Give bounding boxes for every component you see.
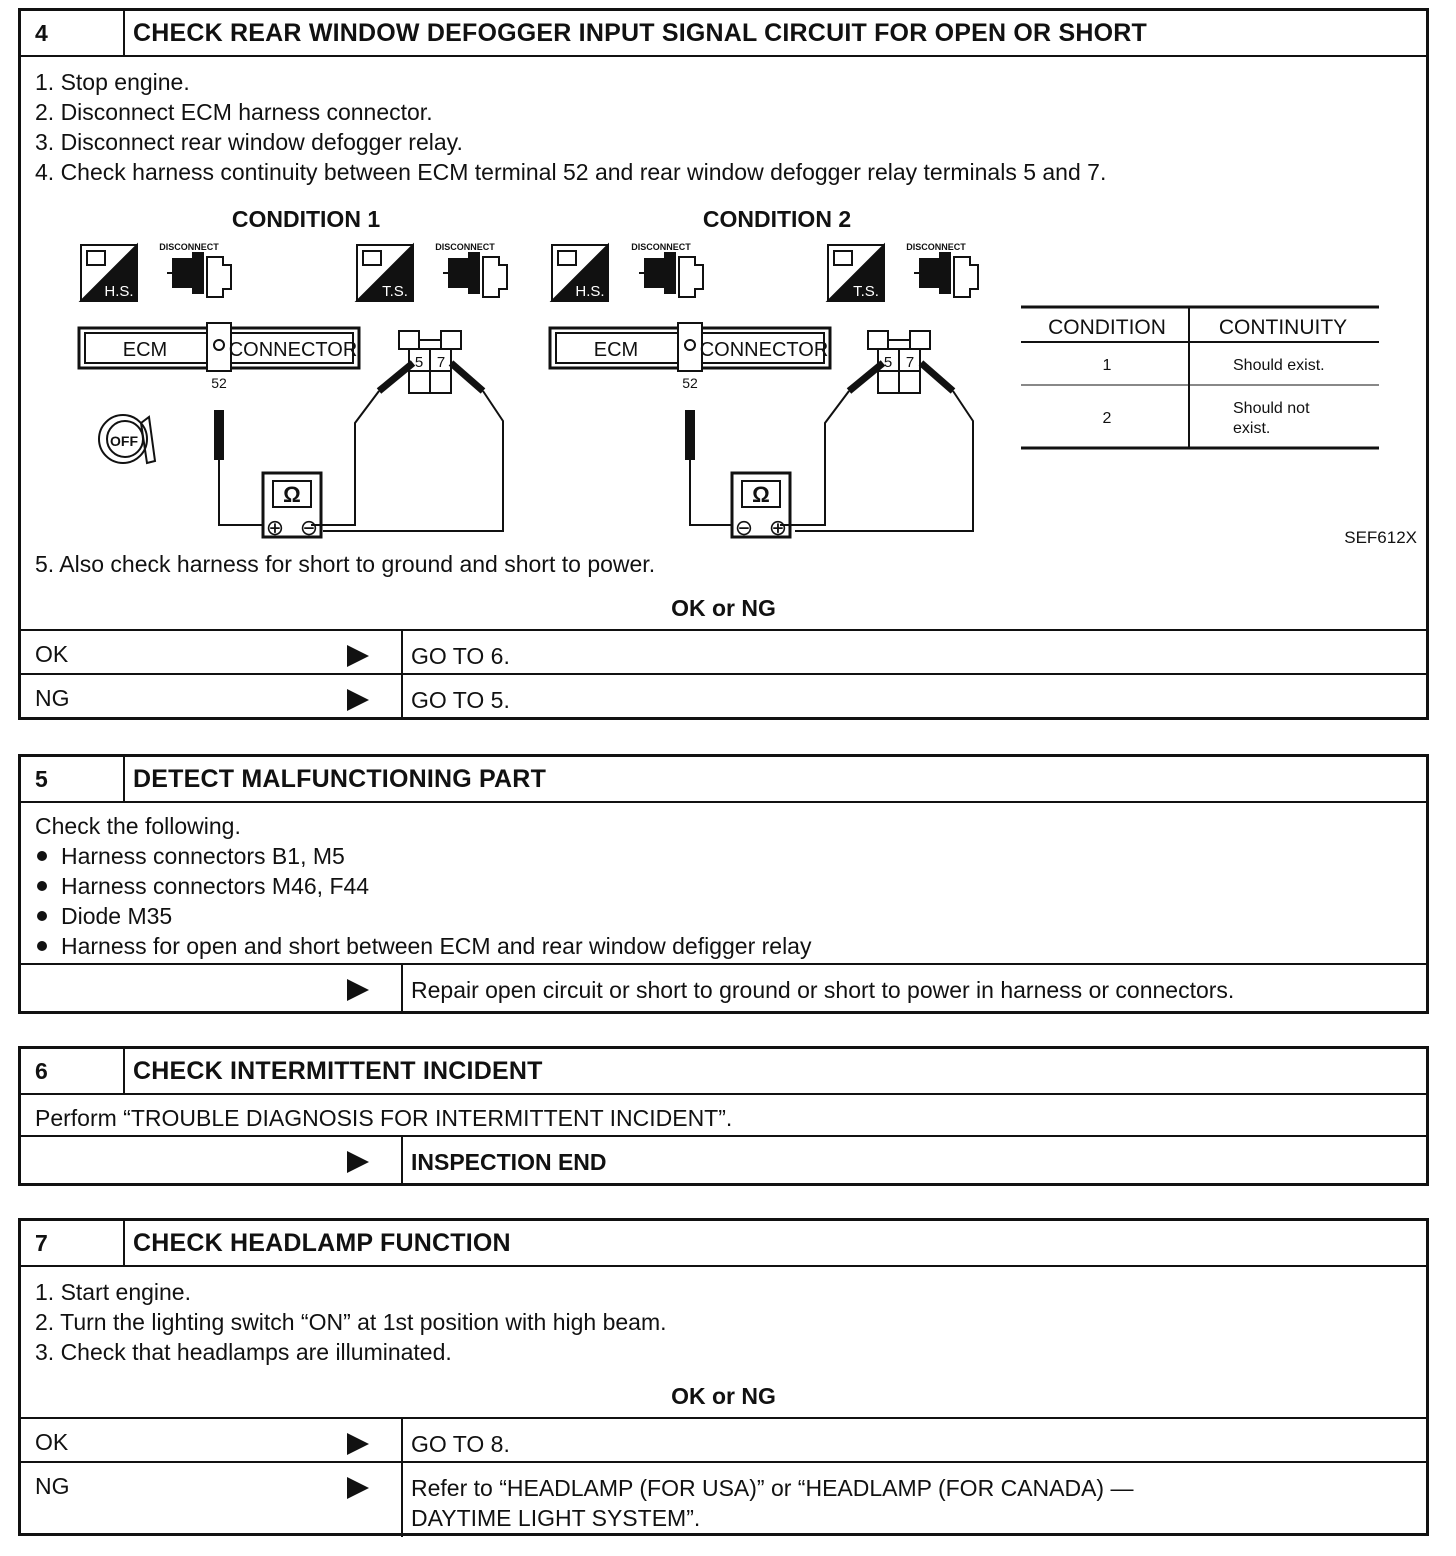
svg-text:Ω: Ω — [283, 482, 301, 507]
result-row — [21, 1461, 1426, 1537]
arrow-right-icon — [347, 1477, 369, 1499]
svg-text:CONNECTOR: CONNECTOR — [228, 339, 358, 361]
step-block-5 — [18, 754, 1429, 1014]
list-item: Harness connectors M46, F44 — [21, 871, 1426, 901]
ecm-connector — [79, 323, 359, 391]
disconnect-icon — [631, 242, 703, 297]
table-cell: Should not — [1233, 400, 1310, 417]
svg-text:⊖: ⊖ — [299, 515, 319, 540]
svg-text:T.S.: T.S. — [853, 283, 879, 300]
result-action: GO TO 6. — [411, 643, 510, 669]
relay-connector — [868, 331, 930, 393]
result-row — [21, 963, 1426, 1011]
svg-text:ECM: ECM — [593, 339, 639, 361]
bullet-icon — [37, 881, 47, 891]
result-action: Repair open circuit or short to ground or short to power in harness or connectors. — [411, 977, 1235, 1003]
table-cell: Should exist. — [1233, 357, 1325, 374]
disconnect-icon — [906, 242, 978, 297]
table-header-condition: CONDITION — [1048, 316, 1166, 339]
result-label: NG — [35, 685, 70, 711]
instruction-step: 5. Also check harness for short to ground and short to power. — [35, 551, 656, 577]
table-cell: 2 — [1102, 410, 1112, 427]
instruction-step: 3. Disconnect rear window defogger relay. — [35, 129, 463, 155]
svg-text:DISCONNECT: DISCONNECT — [159, 242, 219, 252]
list-item: Diode M35 — [21, 901, 1426, 931]
arrow-right-icon — [347, 1151, 369, 1173]
continuity-check-diagram — [21, 195, 1426, 551]
table-header-continuity: CONTINUITY — [1218, 316, 1348, 339]
svg-text:7: 7 — [905, 354, 915, 371]
ok-or-ng-label: OK or NG — [671, 595, 776, 621]
step-number: 4 — [21, 11, 125, 55]
arrow-right-icon — [347, 645, 369, 667]
ignition-key-off-icon — [99, 415, 155, 463]
result-action: GO TO 8. — [411, 1431, 510, 1457]
result-label: OK — [35, 641, 69, 667]
condition-1-label: CONDITION 1 — [231, 206, 381, 232]
result-action: INSPECTION END — [411, 1149, 607, 1175]
instruction-step: 2. Turn the lighting switch “ON” at 1st position with high beam. — [35, 1309, 667, 1335]
ts-label: T.S. — [382, 283, 408, 300]
condition-2-label: CONDITION 2 — [702, 206, 852, 232]
step-title: CHECK REAR WINDOW DEFOGGER INPUT SIGNAL CIRCUIT FOR OPEN OR SHORT — [133, 18, 1147, 47]
bullet-icon — [37, 911, 47, 921]
step-title: CHECK HEADLAMP FUNCTION — [133, 1228, 511, 1257]
instruction-step: 1. Stop engine. — [35, 69, 190, 95]
step-title: CHECK INTERMITTENT INCIDENT — [133, 1056, 543, 1085]
ts-connector-icon — [357, 245, 413, 301]
hs-connector-icon — [552, 245, 608, 301]
hs-label: H.S. — [104, 283, 134, 300]
table-cell: exist. — [1233, 420, 1271, 437]
arrow-right-icon — [347, 979, 369, 1001]
svg-text:Ω: Ω — [752, 482, 770, 507]
bullet-icon — [37, 851, 47, 861]
svg-text:⊕: ⊕ — [265, 515, 285, 540]
disconnect-icon — [159, 242, 231, 297]
result-action: Refer to “HEADLAMP (FOR USA)” or “HEADLAMP (FOR CANADA) — DAYTIME LIGHT SYSTEM”. — [411, 1475, 1134, 1531]
svg-text:ECM: ECM — [122, 339, 168, 361]
intro-text: Check the following. — [35, 813, 241, 839]
step-block-4 — [18, 8, 1429, 720]
ok-or-ng-label: OK or NG — [671, 1383, 776, 1409]
result-row — [21, 673, 1426, 717]
svg-text:⊕: ⊕ — [768, 515, 788, 540]
block-header — [21, 1049, 1426, 1095]
svg-text:7: 7 — [436, 354, 446, 371]
svg-text:DISCONNECT: DISCONNECT — [631, 242, 691, 252]
block-header — [21, 1221, 1426, 1267]
instruction-step: 2. Disconnect ECM harness connector. — [35, 99, 433, 125]
relay-connector — [399, 331, 461, 393]
result-label: OK — [35, 1429, 69, 1455]
step-block-6 — [18, 1046, 1429, 1186]
arrow-right-icon — [347, 1433, 369, 1455]
step-title: DETECT MALFUNCTIONING PART — [133, 764, 547, 793]
svg-text:5: 5 — [883, 354, 893, 371]
svg-text:DISCONNECT: DISCONNECT — [435, 242, 495, 252]
arrow-right-icon — [347, 689, 369, 711]
figure-code: SEF612X — [1344, 528, 1417, 547]
ecm-connector — [550, 323, 830, 391]
list-item: Harness for open and short between ECM and rear window defigger relay — [21, 931, 1426, 961]
condition-continuity-table — [1021, 307, 1379, 448]
step-number: 7 — [21, 1221, 125, 1265]
bullet-icon — [37, 941, 47, 951]
svg-text:H.S.: H.S. — [575, 283, 605, 300]
ts-connector-icon — [828, 245, 884, 301]
svg-text:DISCONNECT: DISCONNECT — [906, 242, 966, 252]
svg-text:52: 52 — [211, 375, 227, 391]
svg-text:⊖: ⊖ — [734, 515, 754, 540]
step-number: 5 — [21, 757, 125, 801]
step-block-7 — [18, 1218, 1429, 1536]
instruction-step: 4. Check harness continuity between ECM terminal 52 and rear window defogger relay terminals 5 and 7. — [35, 159, 1107, 185]
result-row — [21, 1135, 1426, 1183]
svg-text:52: 52 — [682, 375, 698, 391]
result-row — [21, 1417, 1426, 1461]
hs-connector-icon — [81, 245, 137, 301]
block-header — [21, 11, 1426, 57]
step-number: 6 — [21, 1049, 125, 1093]
instruction-step: 1. Start engine. — [35, 1279, 191, 1305]
disconnect-icon — [435, 242, 507, 297]
list-item: Harness connectors B1, M5 — [21, 841, 1426, 871]
result-row — [21, 629, 1426, 673]
svg-text:5: 5 — [414, 354, 424, 371]
svg-text:OFF: OFF — [110, 433, 138, 449]
result-label: NG — [35, 1473, 70, 1499]
result-action: GO TO 5. — [411, 687, 510, 713]
ohmmeter-icon — [263, 473, 321, 540]
svg-text:CONNECTOR: CONNECTOR — [699, 339, 829, 361]
instruction-text: Perform “TROUBLE DIAGNOSIS FOR INTERMITTENT INCIDENT”. — [35, 1105, 733, 1131]
block-header — [21, 757, 1426, 803]
table-cell: 1 — [1102, 357, 1112, 374]
ohmmeter-icon — [732, 473, 790, 540]
instruction-step: 3. Check that headlamps are illuminated. — [35, 1339, 452, 1365]
